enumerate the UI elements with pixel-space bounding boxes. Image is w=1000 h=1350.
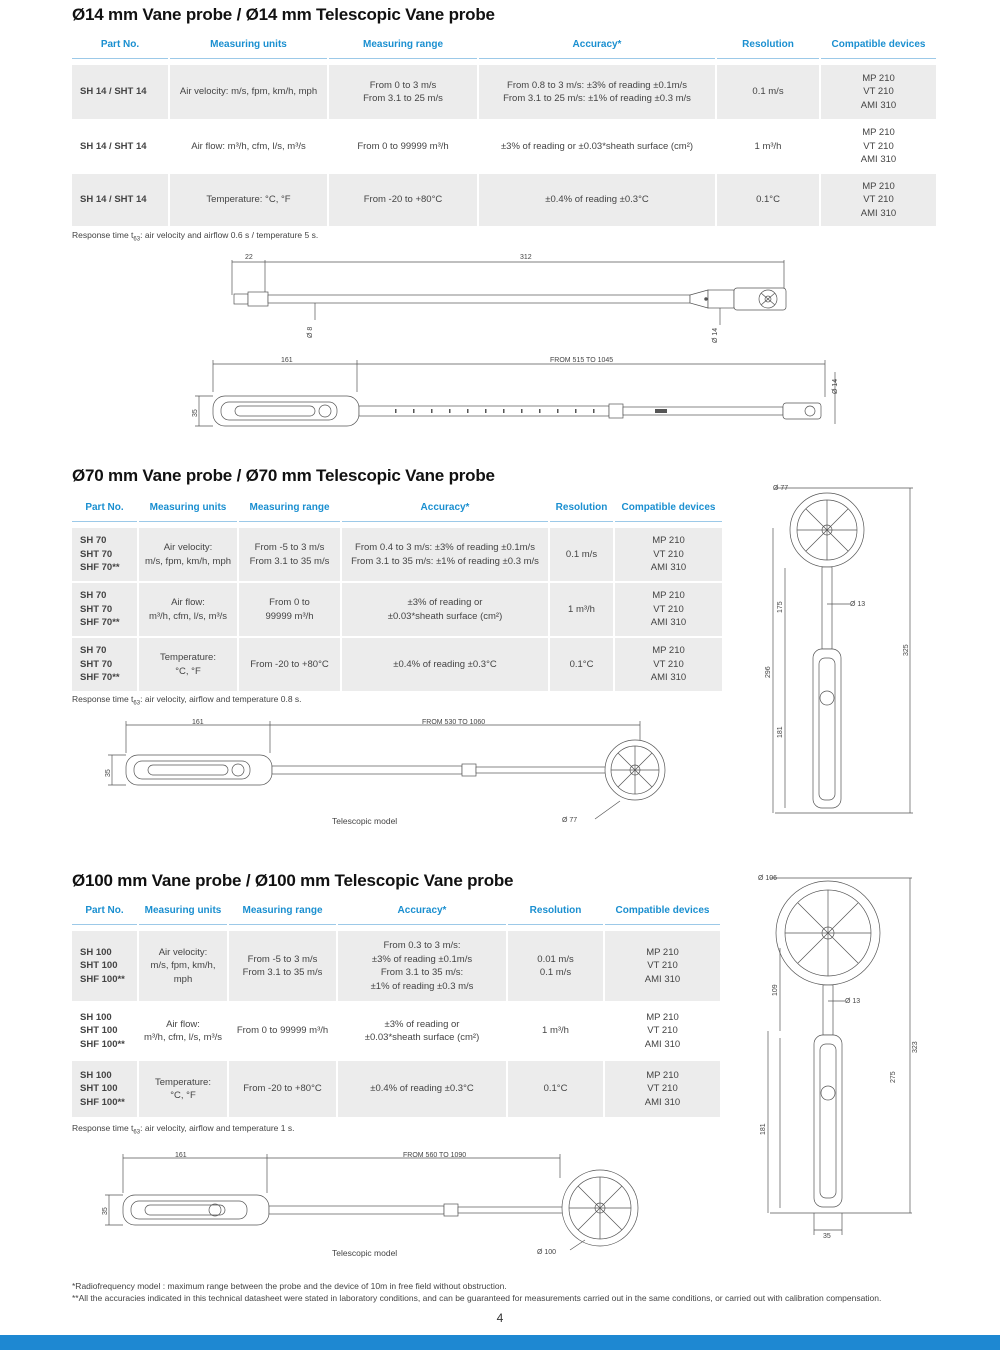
cell-accuracy: ±3% of reading or ±0.03*sheath surface (cm²) (338, 1001, 506, 1059)
section3-response-note: Response time $t_{63}$: air velocity, airflow and temperature 1 s. (72, 1123, 295, 1136)
cell-part: SH 14 / SHT 14 (72, 59, 168, 119)
dim-22: 22 (245, 254, 253, 261)
cell-units: Temperature: °C, °F (139, 636, 237, 691)
cell-accuracy: ±3% of reading or ±0.03*sheath surface (cm²) (342, 581, 548, 636)
cell-units: Air flow: m³/h, cfm, l/s, m³/s (139, 1001, 227, 1059)
dim-181: 181 (760, 1123, 767, 1135)
dim-35-bottom: 35 (823, 1233, 831, 1240)
dim-323: 323 (912, 1041, 919, 1053)
dim-161: 161 (192, 719, 204, 726)
cell-range: From -5 to 3 m/s From 3.1 to 35 m/s (229, 925, 336, 1001)
dim-d100: Ø 100 (537, 1249, 557, 1256)
cell-part: SH 100 SHT 100 SHF 100** (72, 925, 137, 1001)
footer-bar (0, 1335, 1000, 1350)
section2-spec-table (70, 494, 724, 691)
footnote-accuracy: **All the accuracies indicated in this technical datasheet were stated in laboratory conditions, and can be guaranteed for measurements carried out in the same conditions, or carried out with calibration compensation. (72, 1293, 882, 1303)
cell-resolution: 0.1 m/s (717, 59, 819, 119)
probe70-telescopic-drawing (100, 715, 670, 830)
table-row (72, 1001, 720, 1059)
section1-spec-table (70, 31, 938, 226)
header-measuring-units: Measuring units (139, 494, 237, 522)
table-row (72, 581, 722, 636)
header-accuracy: Accuracy* (479, 31, 715, 59)
cell-units: Air velocity: m/s, fpm, km/h, mph (139, 925, 227, 1001)
cell-resolution: 1 m³/h (550, 581, 613, 636)
header-accuracy: Accuracy* (338, 897, 506, 925)
cell-resolution: 0.1°C (717, 172, 819, 226)
cell-accuracy: From 0.8 to 3 m/s: ±3% of reading ±0.1m/s From 3.1 to 25 m/s: ±1% of reading ±0.3 m/s (479, 59, 715, 119)
cell-resolution: 0.1°C (550, 636, 613, 691)
dim-175: 175 (777, 601, 784, 613)
cell-range: From 0 to 99999 m³/h (329, 119, 477, 172)
section3-spec-table (70, 897, 722, 1117)
probe14-drawing (220, 250, 800, 345)
dim-telescopic-range: FROM 560 TO 1090 (403, 1152, 467, 1159)
table-row (72, 172, 936, 226)
cell-units: Temperature: °C, °F (139, 1059, 227, 1117)
dim-161: 161 (281, 357, 293, 364)
cell-part: SH 100 SHT 100 SHF 100** (72, 1001, 137, 1059)
cell-accuracy: From 0.3 to 3 m/s: ±3% of reading ±0.1m/s From 3.1 to 35 m/s: ±1% of reading ±0.3 m/s (338, 925, 506, 1001)
dim-109: 109 (772, 984, 779, 996)
cell-part: SH 14 / SHT 14 (72, 172, 168, 226)
header-measuring-range: Measuring range (329, 31, 477, 59)
cell-accuracy: ±0.4% of reading ±0.3°C (479, 172, 715, 226)
cell-units: Air flow: m³/h, cfm, l/s, m³/s (139, 581, 237, 636)
dim-181: 181 (777, 726, 784, 738)
probe100-vertical-drawing (750, 868, 925, 1244)
dim-312: 312 (520, 254, 532, 261)
cell-accuracy: From 0.4 to 3 m/s: ±3% of reading ±0.1m/s From 3.1 to 35 m/s: ±1% of reading ±0.3 m/s (342, 522, 548, 581)
cell-devices: MP 210 VT 210 AMI 310 (821, 172, 936, 226)
cell-range: From 0 to 99999 m³/h (229, 1001, 336, 1059)
dim-296: 296 (765, 666, 772, 678)
dim-35: 35 (192, 409, 199, 417)
dim-d106: Ø 106 (758, 875, 778, 882)
table-row (72, 636, 722, 691)
cell-accuracy: ±0.4% of reading ±0.3°C (342, 636, 548, 691)
dim-d13: Ø 13 (845, 998, 861, 1005)
cell-accuracy: ±3% of reading or ±0.03*sheath surface (cm²) (479, 119, 715, 172)
cell-devices: MP 210 VT 210 AMI 310 (615, 636, 722, 691)
probe14-telescopic-drawing (185, 352, 845, 437)
table-row (72, 119, 936, 172)
cell-range: From -5 to 3 m/s From 3.1 to 35 m/s (239, 522, 340, 581)
header-measuring-units: Measuring units (170, 31, 327, 59)
section2-caption: Telescopic model (332, 816, 398, 826)
header-measuring-range: Measuring range (229, 897, 336, 925)
cell-devices: MP 210 VT 210 AMI 310 (821, 119, 936, 172)
section2-title: Ø70 mm Vane probe / Ø70 mm Telescopic Vane probe (72, 466, 495, 485)
dim-telescopic-range: FROM 530 TO 1060 (422, 719, 486, 726)
section3-caption: Telescopic model (332, 1248, 398, 1258)
cell-range: From 0 to 3 m/s From 3.1 to 25 m/s (329, 59, 477, 119)
header-compatible-devices: Compatible devices (821, 31, 936, 59)
dim-d77-top: Ø 77 (773, 485, 789, 492)
cell-units: Air flow: m³/h, cfm, l/s, m³/s (170, 119, 327, 172)
cell-accuracy: ±0.4% of reading ±0.3°C (338, 1059, 506, 1117)
cell-resolution: 1 m³/h (717, 119, 819, 172)
section2-response-note: Response time $t_{63}$: air velocity, airflow and temperature 0.8 s. (72, 694, 302, 707)
section1-response-note: Response time $t_{63}$: air velocity and airflow 0.6 s / temperature 5 s. (72, 230, 319, 243)
section3-title: Ø100 mm Vane probe / Ø100 mm Telescopic Vane probe (72, 871, 514, 890)
dim-275: 275 (890, 1071, 897, 1083)
cell-devices: MP 210 VT 210 AMI 310 (605, 1059, 720, 1117)
footnote-radiofrequency: *Radiofrequency model : maximum range between the probe and the device of 10m in free field without obstruction. (72, 1281, 507, 1291)
header-part-no: Part No. (72, 31, 168, 59)
cell-part: SH 70 SHT 70 SHF 70** (72, 581, 137, 636)
cell-devices: MP 210 VT 210 AMI 310 (615, 581, 722, 636)
table-row (72, 1059, 720, 1117)
cell-range: From 0 to 99999 m³/h (239, 581, 340, 636)
header-resolution: Resolution (550, 494, 613, 522)
cell-resolution: 1 m³/h (508, 1001, 603, 1059)
header-compatible-devices: Compatible devices (615, 494, 722, 522)
cell-resolution: 0.1°C (508, 1059, 603, 1117)
header-measuring-units: Measuring units (139, 897, 227, 925)
cell-units: Air velocity: m/s, fpm, km/h, mph (170, 59, 327, 119)
dim-telescopic-range: FROM 515 TO 1045 (550, 357, 614, 364)
header-compatible-devices: Compatible devices (605, 897, 720, 925)
section1-title: Ø14 mm Vane probe / Ø14 mm Telescopic Vane probe (72, 5, 495, 24)
dim-35: 35 (102, 1207, 109, 1215)
dim-d13: Ø 13 (850, 601, 866, 608)
table-row (72, 522, 722, 581)
cell-units: Temperature: °C, °F (170, 172, 327, 226)
header-resolution: Resolution (717, 31, 819, 59)
page-number: 4 (496, 1311, 504, 1325)
header-measuring-range: Measuring range (239, 494, 340, 522)
header-accuracy: Accuracy* (342, 494, 548, 522)
dim-d14: Ø 14 (712, 327, 719, 343)
dim-d14-head: Ø 14 (832, 378, 839, 394)
cell-resolution: 0.1 m/s (550, 522, 613, 581)
dim-d8: Ø 8 (307, 326, 314, 338)
cell-units: Air velocity: m/s, fpm, km/h, mph (139, 522, 237, 581)
cell-devices: MP 210 VT 210 AMI 310 (605, 1001, 720, 1059)
cell-range: From -20 to +80°C (239, 636, 340, 691)
cell-devices: MP 210 VT 210 AMI 310 (821, 59, 936, 119)
dim-d77: Ø 77 (562, 817, 578, 824)
cell-devices: MP 210 VT 210 AMI 310 (605, 925, 720, 1001)
probe70-vertical-drawing (755, 478, 925, 823)
cell-range: From -20 to +80°C (229, 1059, 336, 1117)
cell-part: SH 100 SHT 100 SHF 100** (72, 1059, 137, 1117)
cell-range: From -20 to +80°C (329, 172, 477, 226)
cell-resolution: 0.01 m/s 0.1 m/s (508, 925, 603, 1001)
header-part-no: Part No. (72, 494, 137, 522)
header-resolution: Resolution (508, 897, 603, 925)
probe100-telescopic-drawing (95, 1148, 655, 1258)
dim-325: 325 (903, 644, 910, 656)
table-row (72, 59, 936, 119)
dim-161: 161 (175, 1152, 187, 1159)
cell-devices: MP 210 VT 210 AMI 310 (615, 522, 722, 581)
table-row (72, 925, 720, 1001)
header-part-no: Part No. (72, 897, 137, 925)
dim-35: 35 (105, 769, 112, 777)
cell-part: SH 14 / SHT 14 (72, 119, 168, 172)
cell-part: SH 70 SHT 70 SHF 70** (72, 636, 137, 691)
cell-part: SH 70 SHT 70 SHF 70** (72, 522, 137, 581)
